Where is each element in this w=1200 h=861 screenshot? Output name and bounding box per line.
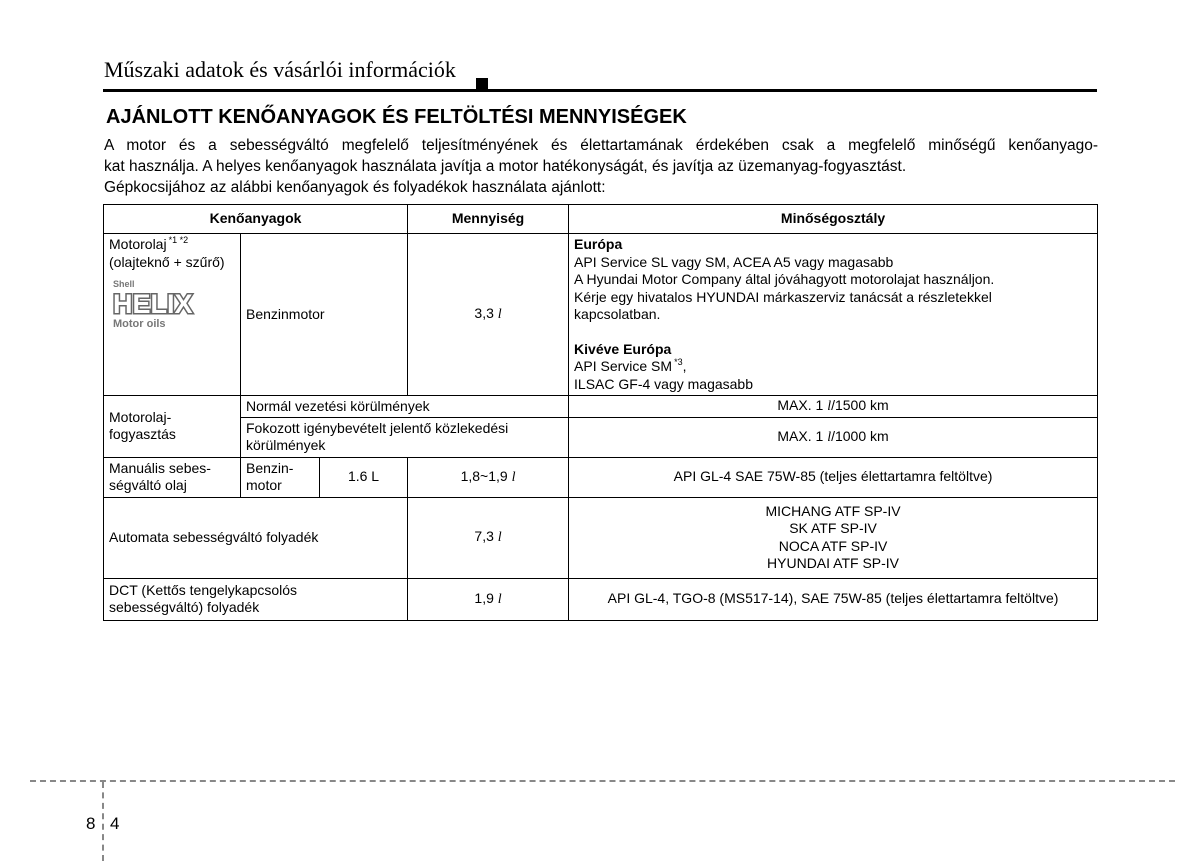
- engine-oil-quantity-value: 3,3: [474, 305, 494, 322]
- engine-oil-footnote: *1 *2: [168, 235, 189, 245]
- non-europe-line-2: ILSAC GF-4 vagy magasabb: [574, 375, 754, 392]
- page-number: 4: [110, 814, 120, 833]
- oil-consumption-severe-prefix: MAX. 1: [777, 427, 824, 444]
- dct-quantity: [408, 578, 569, 620]
- logo-name-text: HELIX: [113, 289, 193, 319]
- oil-consumption-normal-prefix: MAX. 1: [777, 397, 824, 413]
- intro-line-1: A motor és a sebességváltó megfelelő teljesítményének és élettartamának érdekében csak a megfelelő minőségű kenőanyago-: [104, 137, 1098, 154]
- engine-oil-sublabel: (olajteknő + szűrő): [109, 253, 225, 270]
- manual-trans-quantity-value: 1,8~1,9: [460, 467, 508, 484]
- auto-trans-grade-3: NOCA ATF SP-IV: [778, 537, 888, 554]
- engine-oil-label: Motorolaj: [109, 236, 167, 252]
- oil-consumption-normal-unit: l: [827, 399, 832, 414]
- europe-line-2: A Hyundai Motor Company által jóváhagyott motorolajat használjon.: [574, 271, 995, 287]
- chapter-number: 8: [86, 814, 96, 833]
- dct-quantity-value: 1,9: [474, 589, 494, 606]
- dct-label-line-1: DCT (Kettős tengelykapcsolós: [109, 581, 298, 598]
- engine-oil-quantity: [408, 234, 569, 396]
- oil-consumption-label: Motorolaj-fogyasztás: [104, 396, 241, 458]
- europe-line-4: kapcsolatban.: [574, 306, 661, 322]
- intro-line-3: Gépkocsijához az alábbi kenőanyagok és folyadékok használata ajánlott:: [104, 179, 606, 196]
- dct-label: [104, 578, 408, 620]
- auto-trans-label: Automata sebességváltó folyadék: [104, 497, 408, 578]
- non-europe-title: Kivéve Európa: [574, 340, 672, 357]
- intro-line-2: kat használja. A helyes kenőanyagok használata javítja a motor hatékonyságát, és javítja az üzemanyag-fogyasztást.: [104, 158, 907, 175]
- table-row-dct: [104, 578, 1098, 620]
- manual-trans-displacement: 1.6 L: [320, 457, 408, 497]
- auto-trans-grade-4: HYUNDAI ATF SP-IV: [767, 555, 900, 571]
- table-row-manual-transmission: [104, 457, 1098, 497]
- section-heading: AJÁNLOTT KENŐANYAGOK ÉS FELTÖLTÉSI MENNYISÉGEK: [106, 106, 687, 128]
- europe-line-1: API Service SL vagy SM, ACEA A5 vagy magasabb: [574, 253, 894, 270]
- page-header-title: Műszaki adatok és vásárlói információk: [104, 57, 456, 82]
- manual-trans-quantity-unit: l: [511, 469, 516, 485]
- auto-trans-grade-2: SK ATF SP-IV: [789, 520, 877, 536]
- oil-consumption-severe-unit: l: [827, 429, 832, 445]
- header-lubricants: Kenőanyagok: [104, 205, 408, 234]
- table-row-oil-consumption-severe: [104, 417, 1098, 457]
- table-row-automatic-transmission: [104, 497, 1098, 578]
- header-rule: [103, 89, 1097, 92]
- auto-trans-quantity: [408, 497, 569, 578]
- europe-line-3: Kérje egy hivatalos HYUNDAI márkaszerviz tanácsát a részletekkel: [574, 288, 992, 305]
- auto-trans-grade-1: MICHANG ATF SP-IV: [765, 502, 901, 519]
- header-rule-tab: [476, 78, 488, 92]
- manual-trans-grade: API GL-4 SAE 75W-85 (teljes élettartamra feltöltve): [569, 457, 1098, 497]
- oil-consumption-severe-value: [569, 417, 1098, 457]
- engine-oil-quantity-unit: l: [497, 307, 502, 323]
- dct-label-line-2: sebességváltó) folyadék: [109, 599, 260, 615]
- auto-trans-quantity-unit: l: [497, 530, 502, 546]
- engine-oil-grade: [569, 234, 1098, 396]
- manual-trans-engine: Benzin-motor: [241, 457, 320, 497]
- oil-consumption-severe-suffix: /1000 km: [831, 427, 889, 444]
- header-quantity: Mennyiség: [408, 205, 569, 234]
- engine-oil-engine: Benzinmotor: [241, 234, 408, 396]
- europe-title: Európa: [574, 236, 623, 252]
- oil-consumption-normal-suffix: /1500 km: [831, 397, 889, 413]
- logo-brand-text: Shell: [113, 279, 135, 289]
- non-europe-line-1-wrap: [574, 358, 1092, 376]
- auto-trans-quantity-value: 7,3: [474, 528, 494, 545]
- dct-quantity-unit: l: [497, 591, 502, 607]
- header-grade: Minőségosztály: [569, 205, 1098, 234]
- table-row-engine-oil: [104, 234, 1098, 396]
- footer-dashed-divider: [102, 782, 104, 861]
- auto-trans-grades: [569, 497, 1098, 578]
- logo-tagline-text: Motor oils: [113, 318, 166, 330]
- oil-consumption-normal-value: [569, 396, 1098, 418]
- dct-grade: API GL-4, TGO-8 (MS517-14), SAE 75W-85 (teljes élettartamra feltöltve): [569, 578, 1098, 620]
- manual-trans-label: Manuális sebes-ségváltó olaj: [104, 457, 241, 497]
- non-europe-footnote: *3: [674, 357, 683, 367]
- oil-consumption-normal-condition: Normál vezetési körülmények: [241, 396, 569, 418]
- oil-consumption-severe-condition: Fokozott igénybevételt jelentő közlekedési körülmények: [241, 417, 569, 457]
- non-europe-comma: ,: [682, 358, 687, 374]
- non-europe-line-1: API Service SM: [574, 358, 673, 374]
- shell-helix-logo: [109, 277, 227, 333]
- table-header-row: [104, 205, 1098, 234]
- footer-dashed-rule: [30, 780, 1175, 782]
- manual-trans-quantity: [408, 457, 569, 497]
- lubricant-table: [103, 204, 1098, 621]
- intro-text: [104, 135, 1098, 198]
- engine-oil-label-cell: [104, 234, 241, 396]
- table-row-oil-consumption-normal: [104, 396, 1098, 418]
